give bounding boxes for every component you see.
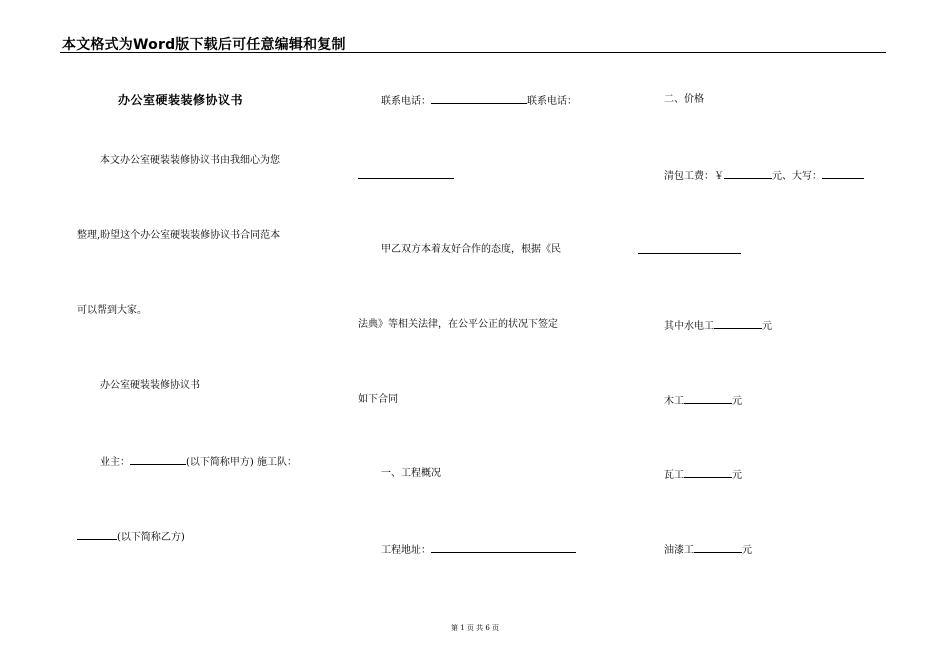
terms-line-1: 甲乙双方本着友好合作的态度，根据《民 — [381, 244, 561, 255]
intro-line-1: 本文办公室硬装装修协议书由我细心为您 — [100, 155, 280, 166]
phone-label-b: 联系电话： — [527, 96, 577, 107]
painting-blank — [694, 542, 742, 553]
header-rule — [60, 52, 886, 53]
address-blank — [431, 542, 576, 553]
plumbing-blank — [714, 318, 762, 329]
agreement-subtitle: 办公室硬装装修协议书 — [100, 380, 200, 391]
carpentry-label: 木工 — [664, 396, 684, 407]
owner-label: 业主： — [100, 457, 130, 468]
fee-continuation-blank — [638, 243, 741, 254]
team-note: (以下简称乙方) — [117, 532, 185, 543]
painting-unit: 元 — [742, 545, 752, 556]
team-blank — [77, 529, 117, 540]
plumbing-unit: 元 — [762, 321, 772, 332]
intro-line-2: 整理,盼望这个办公室硬装装修协议书合同范本 — [77, 230, 281, 241]
carpentry-line — [664, 393, 742, 409]
uppercase-label: 、大写： — [782, 171, 822, 182]
contract-fee-unit: 元 — [772, 171, 782, 182]
owner-blank — [130, 454, 186, 465]
uppercase-blank — [822, 168, 864, 179]
owner-line — [100, 454, 297, 470]
page-number: 第 1 页 共 6 页 — [450, 624, 500, 632]
document-header: 本文格式为Word版下载后可任意编辑和复制 — [62, 37, 346, 53]
tiling-label: 瓦工 — [664, 470, 684, 481]
carpentry-blank — [684, 393, 732, 404]
tiling-unit: 元 — [732, 470, 742, 481]
phone-blank-b — [358, 168, 454, 179]
tiling-blank — [684, 467, 732, 478]
terms-line-2: 法典》等相关法律，在公平公正的状况下签定 — [358, 319, 558, 330]
phone-label-a: 联系电话： — [381, 96, 431, 107]
intro-line-3: 可以帮到大家。 — [77, 305, 147, 316]
contract-fee-line — [664, 168, 864, 184]
plumbing-line — [664, 318, 772, 334]
section-price: 二、价格 — [664, 94, 704, 105]
terms-line-3: 如下合同 — [358, 394, 398, 405]
address-label: 工程地址： — [381, 545, 431, 556]
contract-fee-blank — [724, 168, 772, 179]
address-line — [381, 542, 576, 558]
plumbing-label: 其中水电工 — [664, 321, 714, 332]
painting-label: 油漆工 — [664, 545, 694, 556]
owner-note: (以下简称甲方) 施工队： — [186, 457, 297, 468]
section-project-overview: 一、工程概况 — [381, 468, 441, 479]
phone-blank-a — [431, 93, 527, 104]
phone-blank-line — [358, 168, 454, 184]
tiling-line — [664, 467, 742, 483]
fee-continuation-line — [638, 243, 741, 259]
phone-line — [381, 93, 577, 109]
team-line — [77, 529, 185, 545]
painting-line — [664, 542, 752, 558]
carpentry-unit: 元 — [732, 396, 742, 407]
contract-fee-label: 清包工费：￥ — [664, 171, 724, 182]
doc-title: 办公室硬装装修协议书 — [118, 93, 244, 107]
